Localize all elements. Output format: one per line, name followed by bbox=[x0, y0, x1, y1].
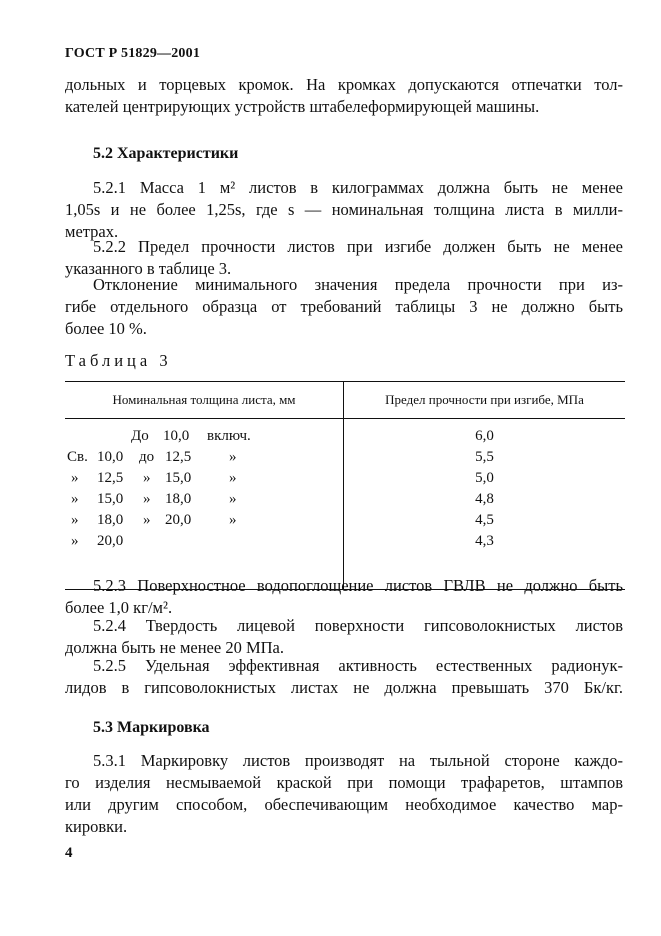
text-line: дольных и торцевых кромок. На кромках допускаются отпечатки тол- bbox=[65, 75, 623, 94]
intro-paragraph bbox=[65, 74, 623, 118]
paragraph-deviation bbox=[65, 274, 623, 340]
text-line: 5.2.1 Масса 1 м² листов в килограммах должна быть не менее bbox=[93, 178, 623, 197]
document-header: ГОСТ Р 51829—2001 bbox=[65, 46, 201, 61]
table-cell: » bbox=[71, 512, 79, 528]
text-line: лидов в гипсоволокнистых листах не должна превышать 370 Бк/кг. bbox=[65, 678, 623, 697]
text-line: должна быть не менее 20 МПа. bbox=[65, 638, 284, 657]
page-number: 4 bbox=[65, 845, 73, 861]
table-cell: 18,0 bbox=[165, 491, 192, 507]
table-cell: 18,0 bbox=[97, 512, 124, 528]
table-cell: 4,5 bbox=[475, 512, 494, 528]
paragraph-5-2-5 bbox=[65, 655, 623, 699]
thickness-column bbox=[65, 419, 344, 590]
table-cell: до bbox=[139, 449, 155, 465]
table-cell: Св. bbox=[67, 449, 88, 465]
paragraph-5-2-4 bbox=[65, 615, 623, 659]
table-cell: » bbox=[229, 491, 237, 507]
table-cell: 5,5 bbox=[475, 449, 494, 465]
text-line: 5.2.4 Твердость лицевой поверхности гипсоволокнистых листов bbox=[93, 616, 623, 635]
table-header-thickness: Номинальная толщина листа, мм bbox=[65, 382, 344, 419]
text-line: метрах. bbox=[65, 222, 119, 241]
table-cell: » bbox=[143, 491, 151, 507]
table-cell: » bbox=[71, 491, 79, 507]
table-cell: 4,3 bbox=[475, 533, 494, 549]
text-line: более 10 %. bbox=[65, 319, 147, 338]
text-line: 1,05s и не более 1,25s, где s — номинальная толщина листа в милли- bbox=[65, 200, 623, 219]
table-cell: » bbox=[229, 470, 237, 486]
table-cell: 5,0 bbox=[475, 470, 494, 486]
section-heading-marking: 5.3 Маркировка bbox=[93, 719, 210, 736]
table-cell: 15,0 bbox=[97, 491, 124, 507]
table-cell: 4,8 bbox=[475, 491, 494, 507]
table-3 bbox=[65, 381, 625, 590]
table-cell: 10,0 bbox=[163, 428, 190, 444]
text-line: более 1,0 кг/м². bbox=[65, 598, 173, 617]
table-cell: До bbox=[131, 428, 149, 444]
text-line: го изделия несмываемой краской при помощи трафаретов, штампов bbox=[65, 773, 623, 792]
text-line: кировки. bbox=[65, 817, 128, 836]
text-line: 5.2.5 Удельная эффективная активность естественных радионук- bbox=[93, 656, 623, 675]
table-cell: » bbox=[229, 512, 237, 528]
table-cell: 15,0 bbox=[165, 470, 192, 486]
table-title: Таблица 3 bbox=[65, 351, 172, 370]
text-line: гибе отдельного образца от требований таблицы 3 не должно быть bbox=[65, 297, 623, 316]
text-line: Отклонение минимального значения предела прочности при из- bbox=[93, 275, 623, 294]
text-line: или другим способом, обеспечивающим необходимое качество мар- bbox=[65, 795, 623, 814]
text-line: 5.2.2 Предел прочности листов при изгибе должен быть не менее bbox=[93, 237, 623, 256]
table-cell: включ. bbox=[207, 428, 251, 444]
table-cell: 12,5 bbox=[165, 449, 192, 465]
text-line: 5.2.3 Поверхностное водопоглощение листов ГВЛВ не должно быть bbox=[93, 576, 623, 595]
section-heading-characteristics: 5.2 Характеристики bbox=[93, 145, 239, 162]
paragraph-5-3-1 bbox=[65, 750, 623, 838]
table-cell: 20,0 bbox=[97, 533, 124, 549]
strength-column bbox=[344, 419, 626, 590]
text-line: указанного в таблице 3. bbox=[65, 259, 232, 278]
table-cell: » bbox=[143, 470, 151, 486]
table-cell: » bbox=[71, 470, 79, 486]
paragraph-5-2-1 bbox=[65, 177, 623, 243]
table-cell: 6,0 bbox=[475, 428, 494, 444]
table-cell: » bbox=[71, 533, 79, 549]
table-cell: » bbox=[229, 449, 237, 465]
text-line: 5.3.1 Маркировку листов производят на тыльной стороне каждо- bbox=[93, 751, 623, 770]
table-cell: » bbox=[143, 512, 151, 528]
table-header-strength: Предел прочности при изгибе, МПа bbox=[344, 382, 626, 419]
paragraph-5-2-3 bbox=[65, 575, 623, 619]
text-line: кателей центрирующих устройств штабелеформирующей машины. bbox=[65, 97, 540, 116]
table-cell: 12,5 bbox=[97, 470, 124, 486]
table-cell: 10,0 bbox=[97, 449, 124, 465]
table-cell: 20,0 bbox=[165, 512, 192, 528]
